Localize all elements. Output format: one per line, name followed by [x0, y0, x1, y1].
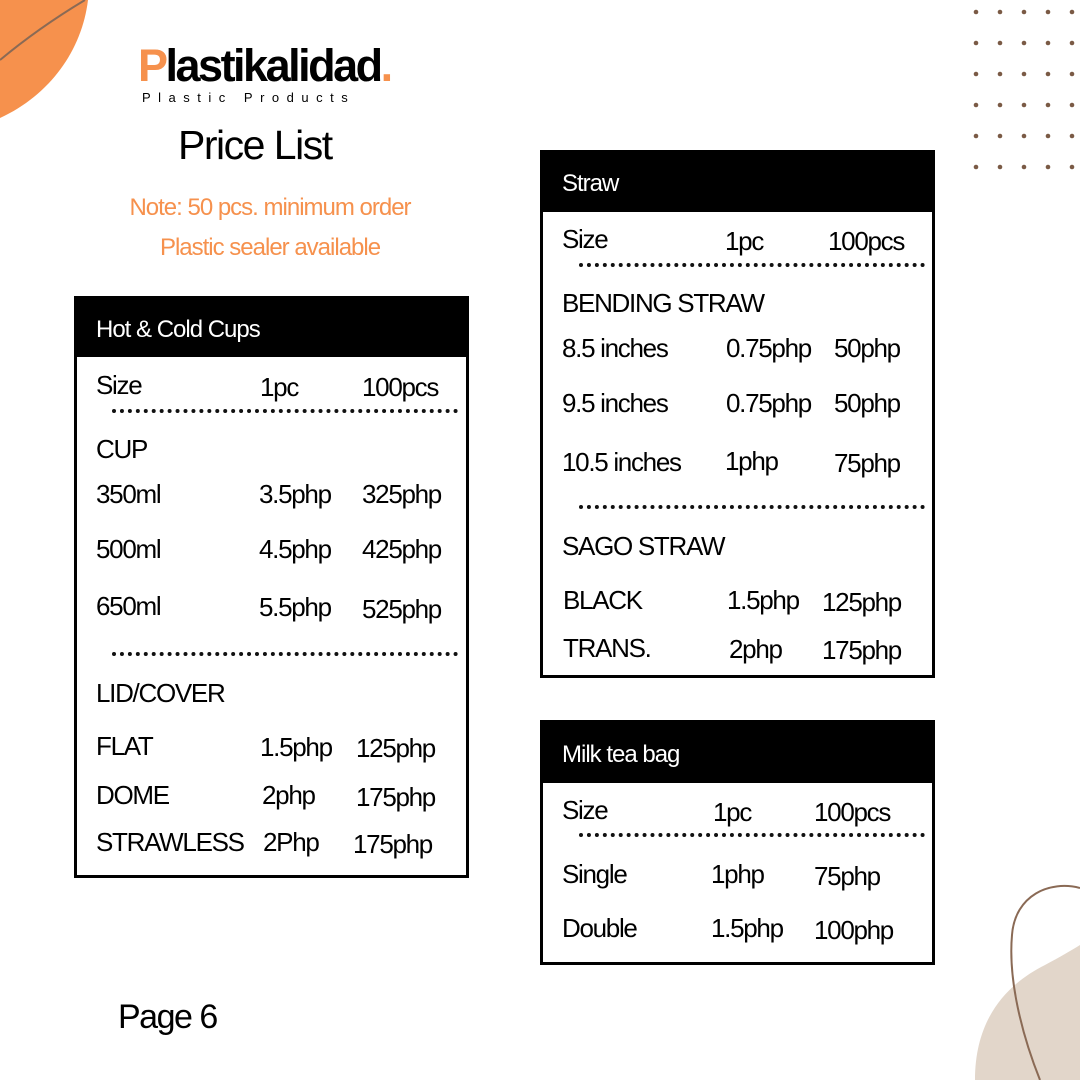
milk-col-1pc: 1pc — [713, 797, 752, 827]
straw-section-bending: BENDING STRAW — [562, 288, 764, 318]
cups-col-100pcs: 100pcs — [362, 372, 439, 402]
brand-tagline: Plastic Products — [142, 90, 356, 105]
cups-row-100pcs: 525php — [362, 594, 441, 624]
page-title: Price List — [178, 122, 332, 168]
brand-logo — [138, 40, 418, 105]
cups-panel-header: Hot & Cold Cups — [77, 299, 466, 357]
straw-divider — [579, 263, 925, 267]
cups-section-lid: LID/COVER — [96, 678, 225, 708]
straw-col-100pcs: 100pcs — [828, 226, 905, 256]
straw-col-1pc: 1pc — [725, 226, 764, 256]
cups-row-size: FLAT — [96, 731, 153, 761]
cups-section-cup: CUP — [96, 434, 147, 464]
straw-row-size: BLACK — [563, 585, 642, 615]
milk-col-100pcs: 100pcs — [814, 797, 891, 827]
straw-row-size: 10.5 inches — [562, 447, 681, 477]
straw-row-size: 9.5 inches — [562, 388, 668, 418]
straw-row-size: 8.5 inches — [562, 333, 668, 363]
straw-col-size: Size — [562, 224, 608, 254]
straw-row-1pc: 1php — [725, 446, 778, 476]
cups-divider — [112, 652, 458, 656]
brand-name — [138, 40, 418, 92]
straw-row-1pc: 0.75php — [726, 388, 811, 418]
straw-row-100pcs: 75php — [834, 448, 900, 478]
milk-row-size: Double — [562, 913, 637, 943]
cups-row-100pcs: 175php — [356, 782, 435, 812]
dot-grid-pattern — [974, 10, 1075, 170]
note-minimum-order: Note: 50 pcs. minimum order — [129, 194, 411, 221]
page-number: Page 6 — [118, 998, 217, 1036]
straw-row-100pcs: 125php — [822, 587, 901, 617]
cups-row-size: 350ml — [96, 479, 161, 509]
brand-name-lead: P — [138, 40, 166, 91]
straw-row-100pcs: 50php — [834, 333, 900, 363]
milk-panel-header: Milk tea bag — [543, 723, 932, 783]
brand-name-dot: . — [380, 40, 391, 91]
cups-row-100pcs: 425php — [362, 534, 441, 564]
orange-leaf-shape — [0, 0, 88, 118]
milk-divider — [579, 833, 925, 837]
beige-blob-shape — [975, 945, 1080, 1080]
straw-row-size: TRANS. — [563, 633, 651, 663]
cups-row-1pc: 2Php — [263, 827, 319, 857]
straw-row-100pcs: 50php — [834, 388, 900, 418]
cups-col-size: Size — [96, 370, 142, 400]
cups-row-1pc: 3.5php — [259, 479, 331, 509]
cups-col-1pc: 1pc — [260, 372, 299, 402]
straw-row-1pc: 1.5php — [727, 585, 799, 615]
milk-row-100pcs: 100php — [814, 915, 893, 945]
cups-row-size: 650ml — [96, 591, 161, 621]
cups-row-size: STRAWLESS — [96, 827, 244, 857]
cups-row-1pc: 1.5php — [260, 732, 332, 762]
cups-divider — [112, 409, 458, 413]
cups-row-1pc: 2php — [262, 780, 315, 810]
cups-row-size: DOME — [96, 780, 169, 810]
milk-row-size: Single — [562, 859, 627, 889]
straw-row-1pc: 2php — [729, 634, 782, 664]
straw-row-100pcs: 175php — [822, 635, 901, 665]
milk-col-size: Size — [562, 795, 608, 825]
milk-row-1pc: 1php — [711, 859, 764, 889]
straw-row-1pc: 0.75php — [726, 333, 811, 363]
straw-section-sago: SAGO STRAW — [562, 531, 725, 561]
milk-row-1pc: 1.5php — [711, 913, 783, 943]
cups-row-100pcs: 125php — [356, 733, 435, 763]
note-sealer-available: Plastic sealer available — [159, 234, 381, 261]
cups-row-1pc: 4.5php — [259, 534, 331, 564]
milk-row-100pcs: 75php — [814, 861, 880, 891]
straw-panel-header: Straw — [543, 153, 932, 212]
cups-row-100pcs: 325php — [362, 479, 441, 509]
cups-row-100pcs: 175php — [353, 829, 432, 859]
straw-divider — [579, 505, 925, 509]
cups-row-size: 500ml — [96, 534, 161, 564]
brand-name-rest: lastikalidad — [165, 40, 381, 91]
cups-row-1pc: 5.5php — [259, 592, 331, 622]
